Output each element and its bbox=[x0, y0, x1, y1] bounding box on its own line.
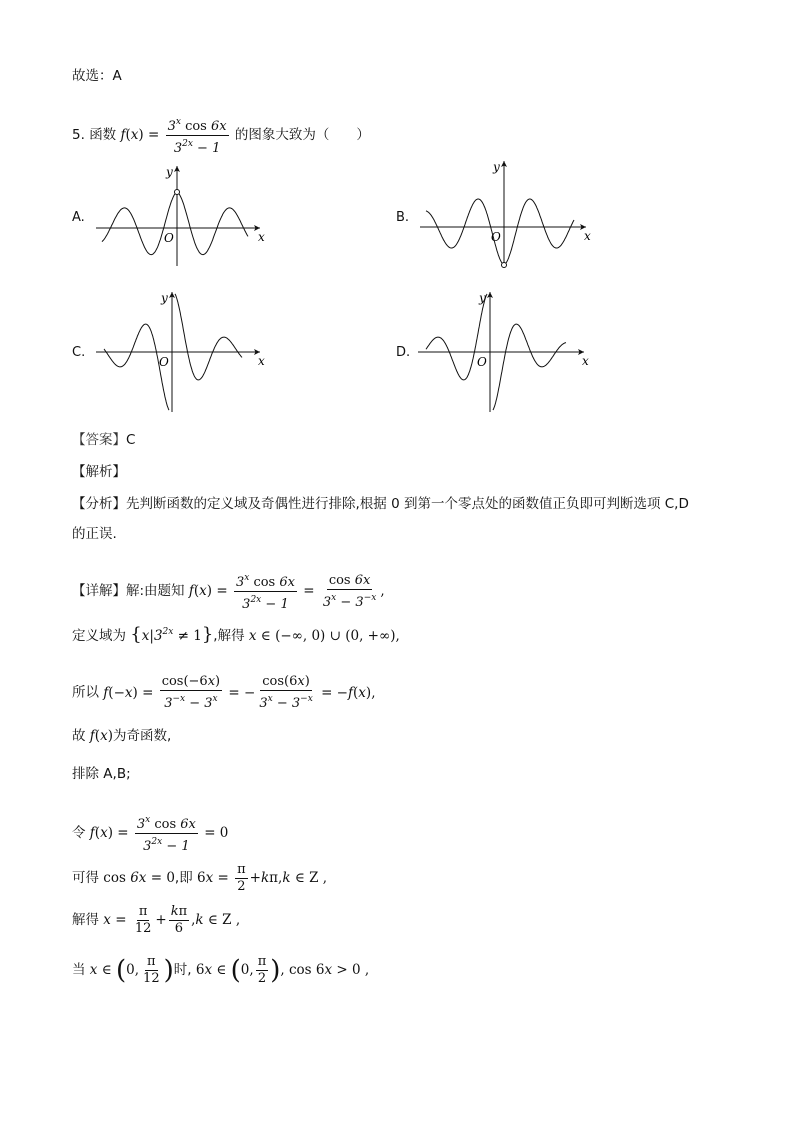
option-b-origin-label: O bbox=[491, 230, 501, 244]
option-b-hole bbox=[502, 263, 507, 268]
option-a-graph[interactable] bbox=[92, 158, 282, 270]
option-c-curve-left bbox=[104, 324, 169, 410]
option-d-origin-label: O bbox=[477, 355, 487, 369]
odd-conclusion-line bbox=[72, 726, 171, 746]
option-c-curve-right bbox=[175, 294, 242, 380]
option-a-hole bbox=[175, 190, 180, 195]
option-a-x-label: x bbox=[258, 230, 265, 244]
option-d-graph[interactable] bbox=[414, 286, 604, 416]
detail-formula: f(x) = $\frac{3^x \cos 6x}{3^{2x} - 1}$ = $\frac{\cos 6x}{3^x - 3^{-x}}$ , bbox=[189, 583, 385, 599]
interval-formula-2: 6x ∈ (0, $\frac{\pi}{2}$ ), cos 6x > 0 , bbox=[195, 954, 370, 986]
option-c-label[interactable]: C. bbox=[72, 345, 86, 360]
six-x-formula: 6x = $\frac{\pi}{2}$ +kπ,k ∈ Z , bbox=[197, 862, 328, 894]
question-prefix: 函数 bbox=[89, 127, 117, 143]
so-text: 所以 bbox=[72, 684, 99, 701]
option-a-y-label: y bbox=[166, 165, 173, 179]
cos-zero-line bbox=[72, 862, 327, 895]
answer-value: C bbox=[126, 432, 136, 448]
question-number: 5. bbox=[72, 127, 85, 143]
detail-text: 解:由题知 bbox=[126, 583, 185, 599]
domain-line bbox=[72, 622, 400, 646]
option-a-curve-left bbox=[102, 192, 177, 254]
then-text: 时, bbox=[173, 962, 192, 978]
question-suffix: 的图象大致为（ ） bbox=[234, 127, 370, 143]
answer-line bbox=[72, 430, 135, 450]
option-c-origin-label: O bbox=[159, 355, 169, 369]
previous-answer: 故选：A bbox=[72, 68, 122, 84]
odd-text: 为奇函数, bbox=[112, 728, 172, 744]
let-text: 令 bbox=[72, 825, 86, 841]
zero-equation: f(x) = $\frac{3^x \cos 6x}{3^{2x} - 1}$ = 0 bbox=[90, 825, 229, 841]
option-d-curve-right bbox=[493, 324, 566, 410]
interval-line bbox=[72, 954, 369, 987]
option-a-label[interactable]: A. bbox=[72, 210, 85, 225]
option-c-y-label: y bbox=[161, 291, 168, 305]
solve-text: 解得 bbox=[72, 912, 99, 928]
analysis-tag: 【解析】 bbox=[72, 464, 126, 480]
get-text: 可得 bbox=[72, 870, 99, 886]
solve-line bbox=[72, 904, 240, 937]
solve-formula: x = $\frac{\pi}{12}$ + $\frac{k\pi}{6}$ ,k ∈ Z , bbox=[103, 904, 241, 936]
detail-tag: 【详解】 bbox=[72, 583, 126, 599]
answer-tag: 【答案】 bbox=[72, 432, 126, 448]
fenxi-text-1: 先判断函数的定义域及奇偶性进行排除,根据 0 到第一个零点处的函数值正负即可判断选项 C,D bbox=[126, 496, 689, 512]
when-text: 当 bbox=[72, 962, 86, 978]
option-b-curve-left bbox=[426, 199, 504, 265]
option-d-y-label: y bbox=[479, 291, 486, 305]
interval-formula-1: x ∈ (0, $\frac{\pi}{12}$ ) bbox=[89, 954, 174, 986]
option-d-label[interactable]: D. bbox=[396, 345, 411, 360]
detail-line bbox=[72, 570, 385, 613]
odd-proof-line bbox=[72, 674, 375, 712]
fenxi-line-2: 的正误. bbox=[72, 526, 117, 542]
domain-solution: x ∈ (−∞, 0) ∪ (0, +∞), bbox=[248, 628, 400, 644]
option-d-x-label: x bbox=[582, 354, 589, 368]
let-line bbox=[72, 812, 228, 855]
fx-symbol: f(x) bbox=[89, 728, 113, 744]
function-formula: f(x) = $\frac{3^x \cos 6x}{3^{2x} - 1}$ bbox=[120, 127, 230, 143]
option-a-curve-right bbox=[178, 192, 249, 254]
domain-set: $\{x|3^{2x} \ne 1\}$ bbox=[130, 624, 214, 645]
option-c-graph[interactable] bbox=[92, 286, 282, 416]
question-5 bbox=[72, 114, 370, 157]
option-b-x-label: x bbox=[584, 229, 591, 243]
option-b-label[interactable]: B. bbox=[396, 210, 410, 225]
exclude-line: 排除 A,B; bbox=[72, 766, 131, 782]
domain-suffix: ,解得 bbox=[213, 628, 245, 644]
gu-text: 故 bbox=[72, 728, 86, 744]
option-b-y-label: y bbox=[493, 160, 500, 174]
odd-proof-formula: f(−x) = $\frac{\cos(-6x)}{3^{-x} - 3^x}$ = − $\frac{\cos(6x)}{3^x - 3^{-x}}$ = −f(x), bbox=[103, 674, 376, 711]
option-c-x-label: x bbox=[258, 354, 265, 368]
ie-text: ,即 bbox=[174, 870, 193, 886]
cos-zero-formula: cos 6x = 0 bbox=[103, 870, 175, 886]
fenxi-tag: 【分析】 bbox=[72, 496, 126, 512]
option-b-graph[interactable] bbox=[414, 155, 604, 270]
option-b-curve-right bbox=[505, 199, 575, 265]
domain-prefix: 定义域为 bbox=[72, 628, 126, 644]
fenxi-line-1 bbox=[72, 494, 689, 514]
option-a-origin-label: O bbox=[164, 231, 174, 245]
